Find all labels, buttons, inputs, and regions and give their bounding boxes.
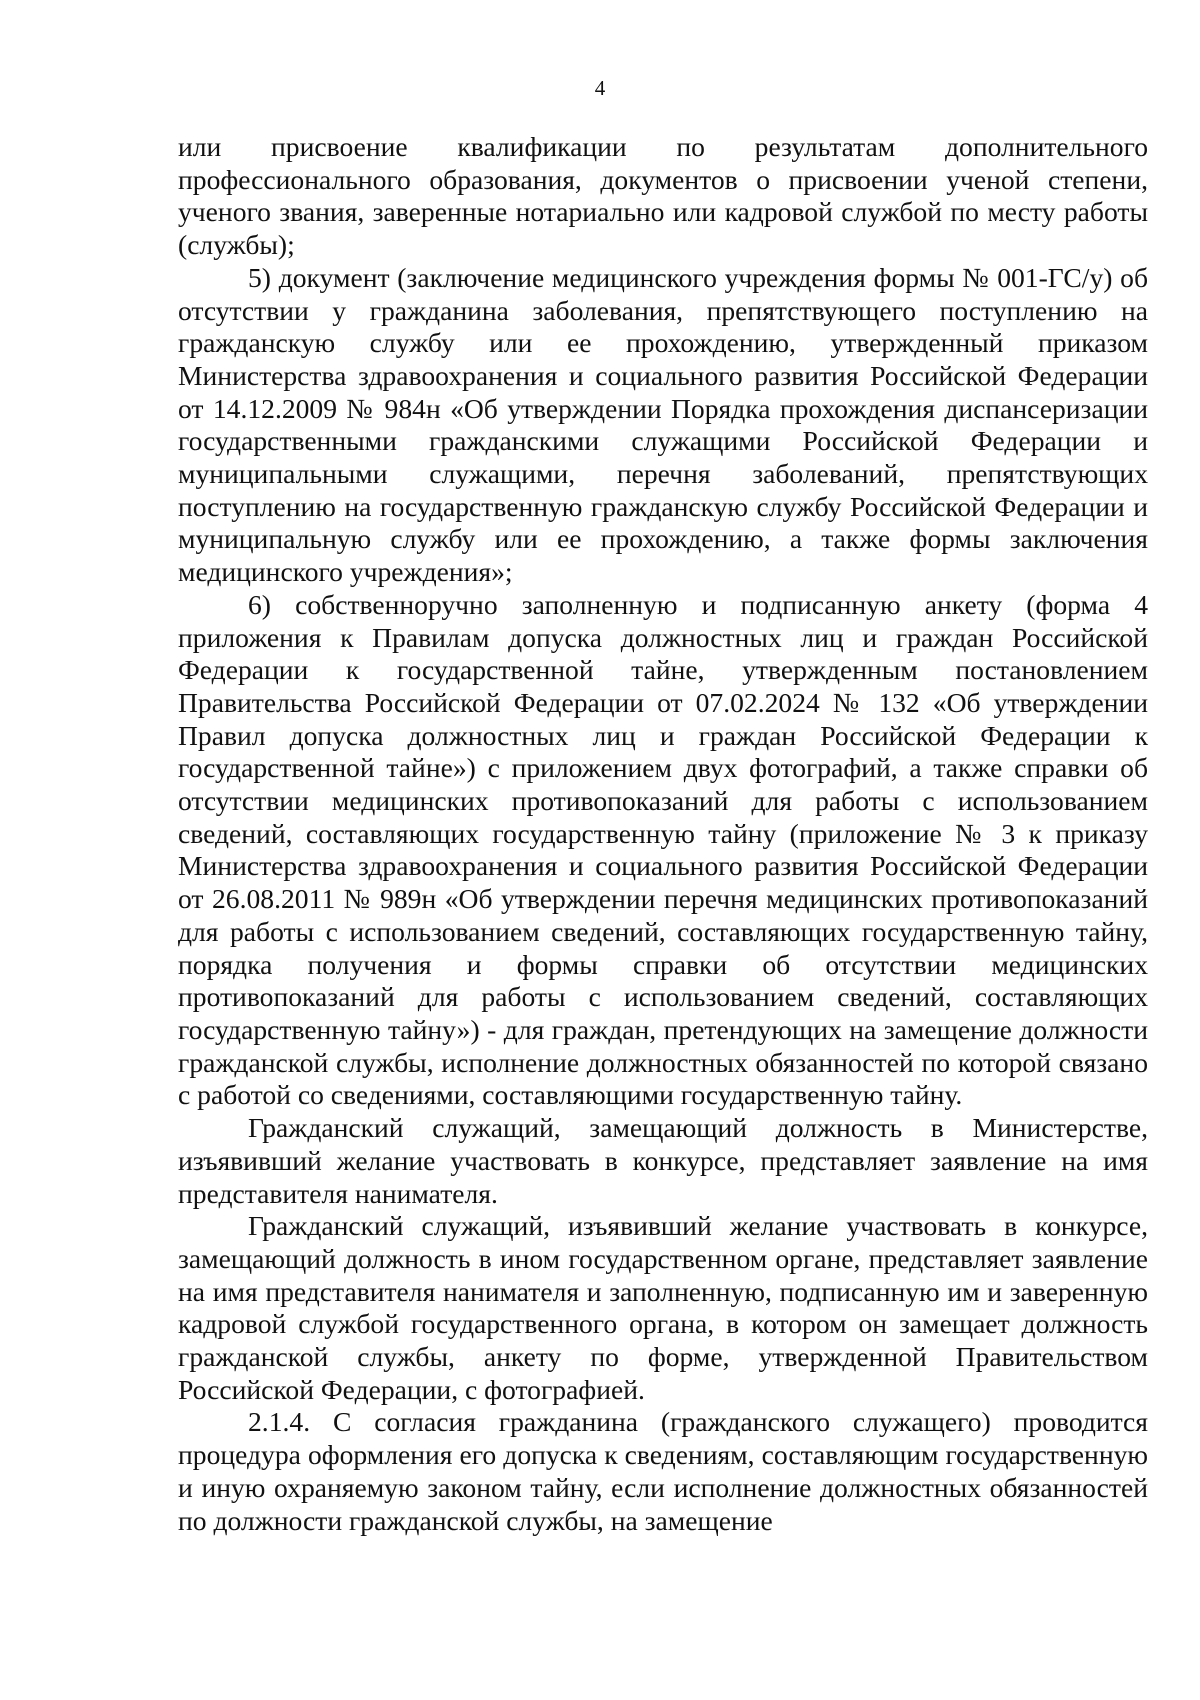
- paragraph-other-agency-employee: Гражданский служащий, изъявивший желание участвовать в конкурсе, замещающий должность в ином государственном органе, представляет заявление на имя представителя нанимателя и заполненную, подписанную им и заверенную кадровой службой государственного органа, в котором он замещает должность гражданской службы, анкету по форме, утвержденной Правительством Российской Федерации, с фотографией.: [178, 1210, 1148, 1405]
- document-body: [178, 131, 1148, 1537]
- paragraph-item-5-medical-conclusion: 5) документ (заключение медицинского учреждения формы № 001-ГС/у) об отсутствии у гражданина заболевания, препятствующего поступлению на гражданскую службу или ее прохождению, утвержденный приказом Министерства здравоохранения и социального развития Российской Федерации от 14.12.2009 № 984н «Об утверждении Порядка прохождения диспансеризации государственными гражданскими служащими Российской Федерации и муниципальными служащими, перечня заболеваний, препятствующих поступлению на государственную гражданскую службу Российской Федерации и муниципальную службу или ее прохождению, а также формы заключения медицинского учреждения»;: [178, 261, 1148, 588]
- page-number: 4: [594, 76, 606, 100]
- paragraph-qualification-docs: или присвоение квалификации по результатам дополнительного профессионального образования, документов о присвоении ученой степени, ученого звания, заверенные нотариально или кадровой службой по месту работы (службы);: [178, 131, 1148, 261]
- paragraph-item-6-questionnaire: 6) собственноручно заполненную и подписанную анкету (форма 4 приложения к Правилам допуска должностных лиц и граждан Российской Федерации к государственной тайне, утвержденным постановлением Правительства Российской Федерации от 07.02.2024 № 132 «Об утверждении Правил допуска должностных лиц и граждан Российской Федерации к государственной тайне») с приложением двух фотографий, а также справки об отсутствии медицинских противопоказаний для работы с использованием сведений, составляющих государственную тайну (приложение № 3 к приказу Министерства здравоохранения и социального развития Российской Федерации от 26.08.2011 № 989н «Об утверждении перечня медицинских противопоказаний для работы с использованием сведений, составляющих государственную тайну, порядка получения и формы справки об отсутствии медицинских противопоказаний для работы с использованием сведений, составляющих государственную тайну») - для граждан, претендующих на замещение должности гражданской службы, исполнение должностных обязанностей по которой связано с работой со сведениями, составляющими государственную тайну.: [178, 588, 1148, 1111]
- paragraph-clause-2-1-4: 2.1.4. С согласия гражданина (гражданского служащего) проводится процедура оформления его допуска к сведениям, составляющим государственную и иную охраняемую законом тайну, если исполнение должностных обязанностей по должности гражданской службы, на замещение: [178, 1406, 1148, 1536]
- paragraph-ministry-employee: Гражданский служащий, замещающий должность в Министерстве, изъявивший желание участвовать в конкурсе, представляет заявление на имя представителя нанимателя.: [178, 1112, 1148, 1209]
